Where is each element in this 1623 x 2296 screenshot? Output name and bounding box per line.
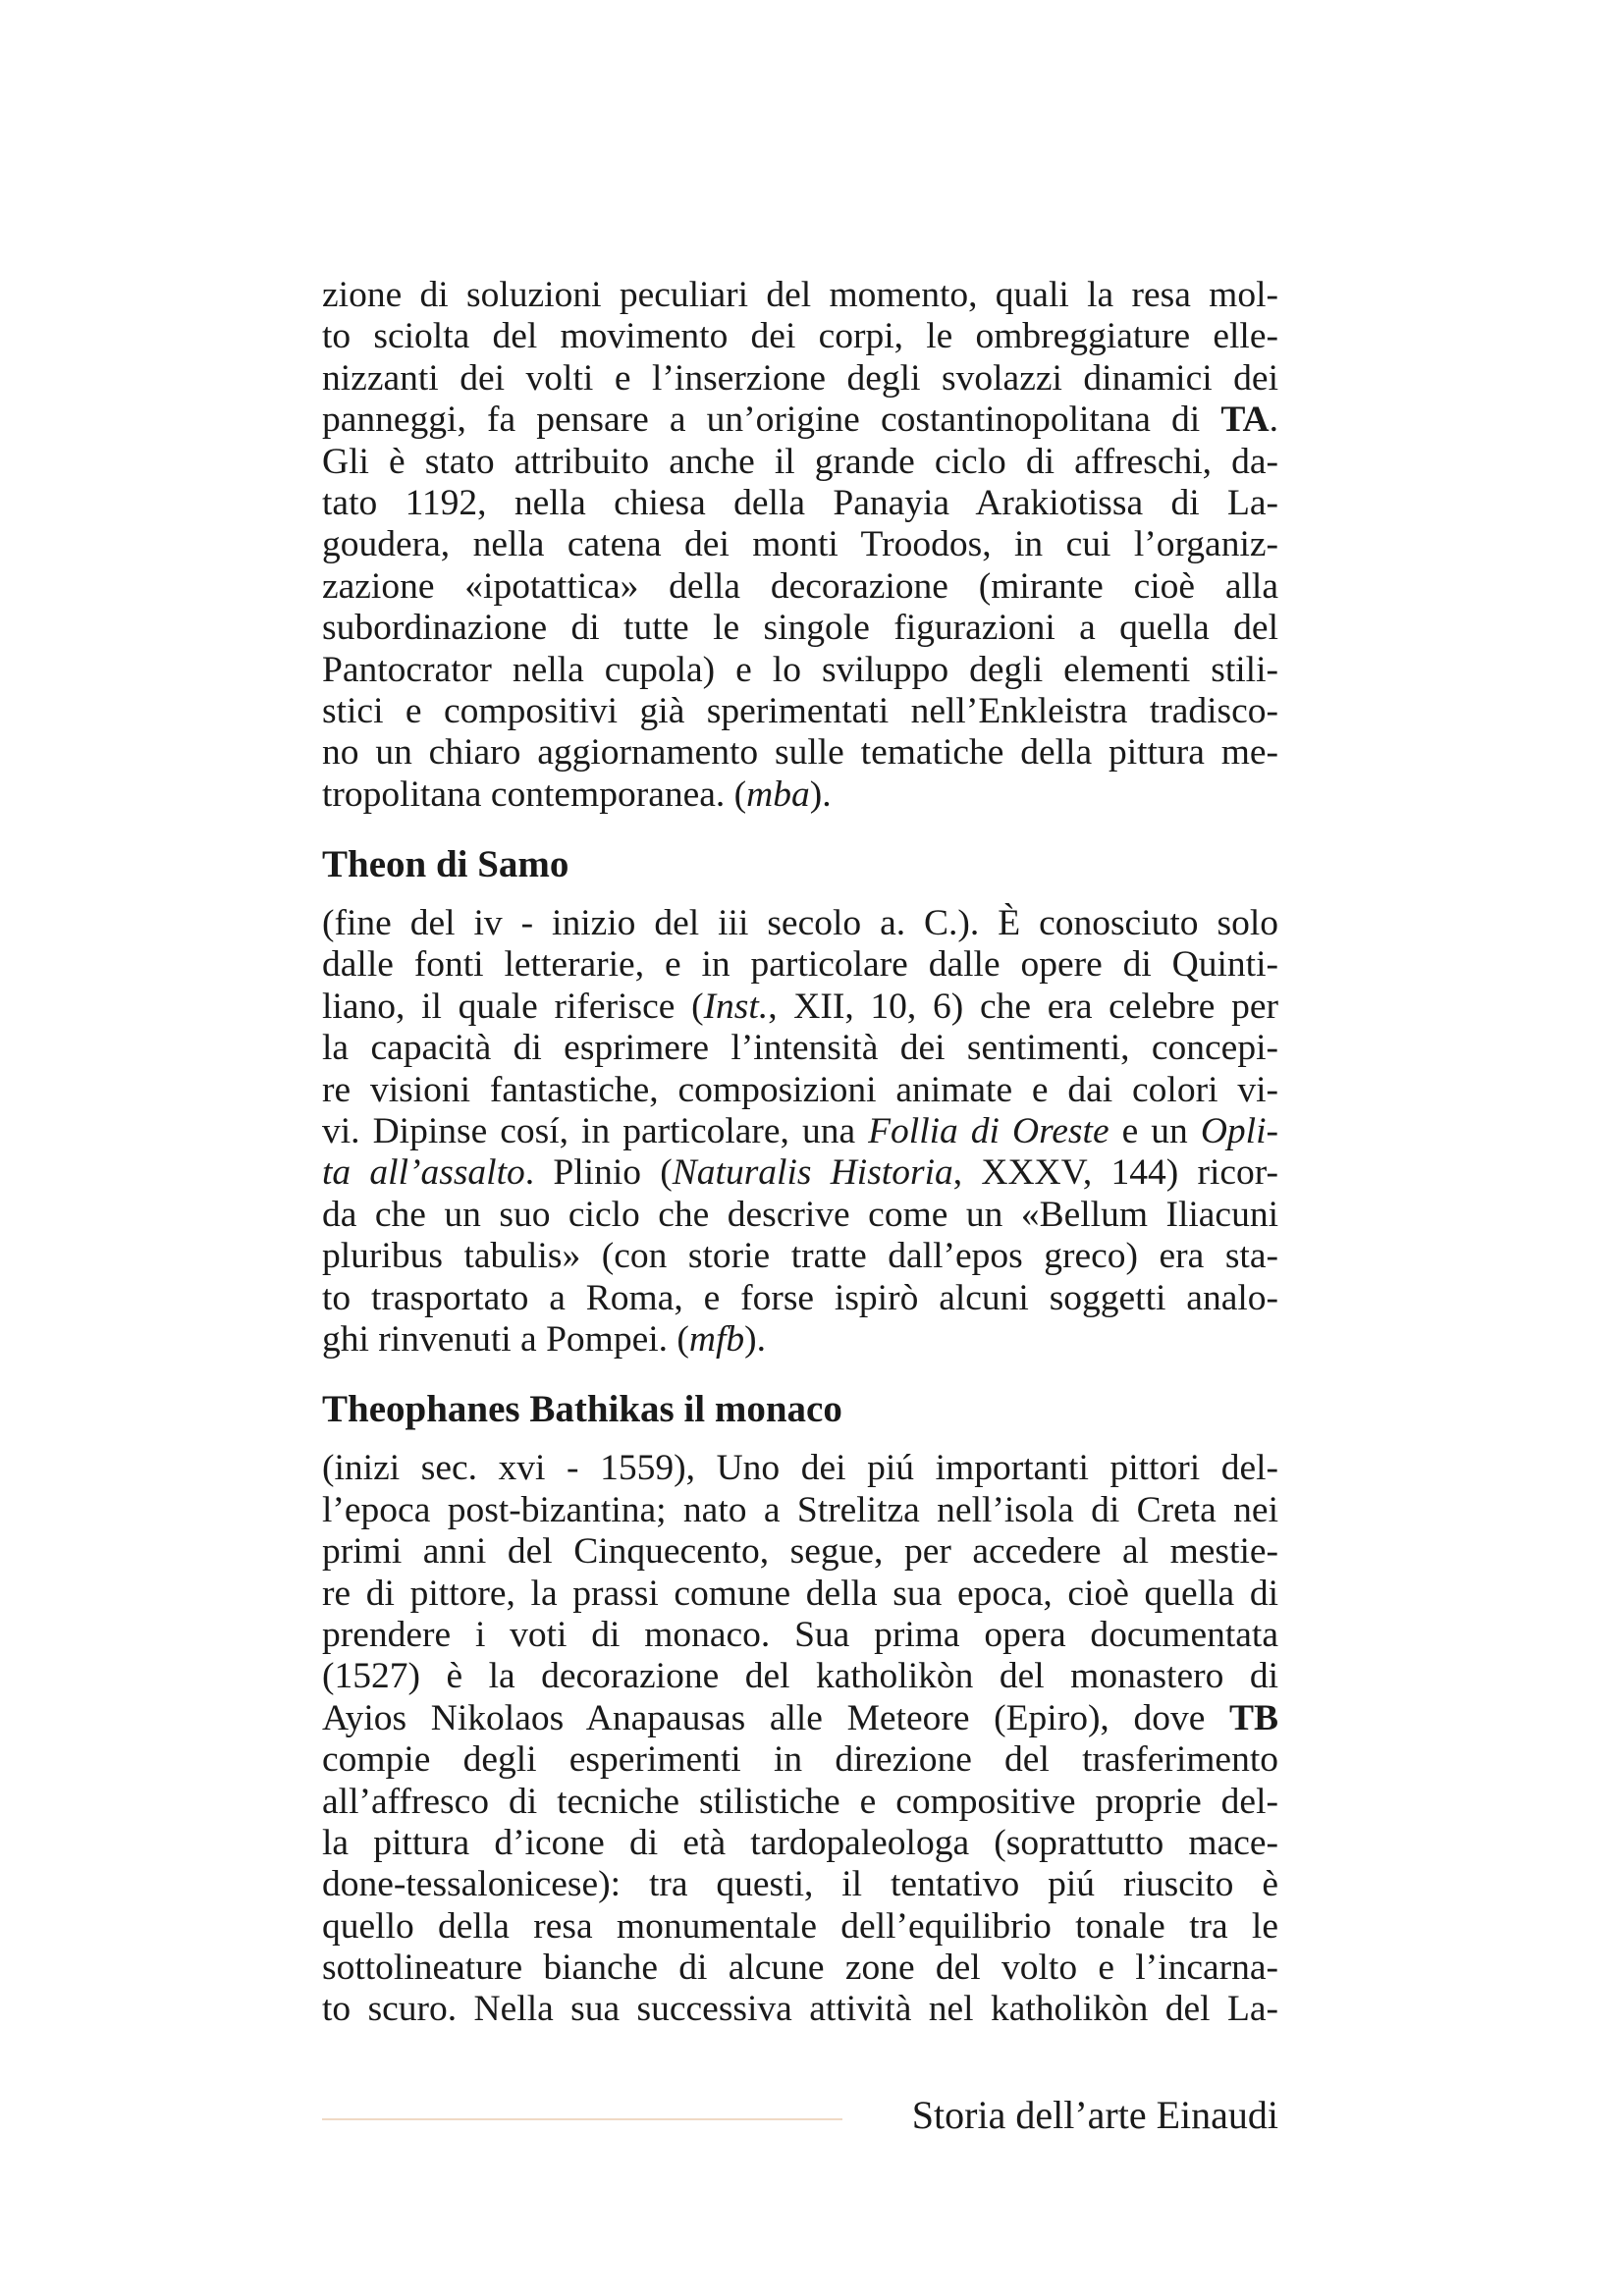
artwork-title: ta all’assalto — [322, 1152, 525, 1194]
text-segment: , XXXV, 144) ricor- — [952, 1152, 1278, 1194]
text-line: prendere i voti di monaco. Sua prima opera documentata — [322, 1614, 1278, 1655]
text-line: Pantocrator nella cupola) e lo sviluppo degli elementi stili- — [322, 649, 1278, 690]
text-line: done-tessalonicese): tra questi, il tentativo piú riuscito è — [322, 1864, 1278, 1905]
text-line — [322, 1319, 1278, 1361]
artwork-title: Follia di Oreste — [868, 1111, 1109, 1152]
text-line: (fine del iv - inizio del iii secolo a. C.). È conosciuto solo — [322, 903, 1278, 944]
text-line: subordinazione di tutte le singole figurazioni a quella del — [322, 608, 1278, 649]
text-line: sottolineature bianche di alcune zone del volto e l’incarna- — [322, 1948, 1278, 1989]
text-line: to scuro. Nella sua successiva attività nel katholikòn del La- — [322, 1989, 1278, 2030]
text-line: la pittura d’icone di età tardopaleologa (soprattutto mace- — [322, 1822, 1278, 1863]
text-line: all’affresco di tecniche stilistiche e compositive proprie del- — [322, 1781, 1278, 1822]
text-line: quello della resa monumentale dell’equilibrio tonale tra le — [322, 1905, 1278, 1947]
text-line: no un chiaro aggiornamento sulle tematiche della pittura me- — [322, 732, 1278, 774]
text-line — [322, 1698, 1278, 1739]
text-segment: . Plinio ( — [524, 1152, 673, 1194]
main-text-column — [322, 275, 1278, 2031]
text-line: tato 1192, nella chiesa della Panayia Arakiotissa di La- — [322, 482, 1278, 523]
entry-heading: Theophanes Bathikas il monaco — [322, 1388, 842, 1431]
text-line: da che un suo ciclo che descrive come un «Bellum Iliacuni — [322, 1194, 1278, 1235]
closing-punct: ). — [744, 1318, 767, 1360]
text-line: zione di soluzioni peculiari del momento, quali la resa mol- — [322, 275, 1278, 315]
artwork-title: Opli- — [1200, 1111, 1278, 1152]
author-initials: mfb — [688, 1318, 745, 1360]
text-line — [322, 987, 1278, 1028]
text-segment: Ayios Nikolaos Anapausas alle Meteore (Epiro), dove — [322, 1697, 1229, 1738]
citation-title: Inst. — [703, 986, 769, 1027]
page-footer — [322, 2091, 1278, 2140]
text-line: re visioni fantastiche, composizioni animate e dai colori vi- — [322, 1069, 1278, 1110]
bold-abbreviation: TA — [1220, 400, 1270, 441]
text-line: (inizi sec. xvi - 1559), Uno dei piú importanti pittori del- — [322, 1448, 1278, 1489]
footer-rule — [322, 2118, 842, 2120]
text-line: stici e compositivi già sperimentati nell’Enkleistra tradisco- — [322, 690, 1278, 731]
text-line: nizzanti dei volti e l’inserzione degli svolazzi dinamici dei — [322, 357, 1278, 399]
bold-abbreviation: TB — [1228, 1697, 1278, 1738]
author-initials: mba — [746, 774, 810, 815]
text-line: primi anni del Cinquecento, segue, per accedere al mestie- — [322, 1531, 1278, 1573]
text-line — [322, 1152, 1278, 1194]
entry-continuation — [322, 275, 1278, 816]
citation-title: Naturalis Historia — [672, 1152, 953, 1194]
text-line — [322, 774, 1278, 816]
footer-publication-title: Storia dell’arte Einaudi — [911, 2093, 1278, 2137]
text-segment: tropolitana contemporanea. ( — [322, 774, 747, 815]
text-line: dalle fonti letterarie, e in particolare dalle opere di Quinti- — [322, 944, 1278, 986]
text-line — [322, 1111, 1278, 1152]
entry-theon — [322, 844, 1278, 1361]
entry-theophanes — [322, 1389, 1278, 2030]
text-line: la capacità di esprimere l’intensità dei sentimenti, concepi- — [322, 1028, 1278, 1069]
text-line: to sciolta del movimento dei corpi, le ombreggiature elle- — [322, 316, 1278, 357]
text-line: compie degli esperimenti in direzione del trasferimento — [322, 1739, 1278, 1781]
entry-heading: Theon di Samo — [322, 843, 569, 886]
text-segment: liano, il quale riferisce ( — [322, 986, 704, 1027]
closing-punct: ). — [809, 774, 832, 815]
text-line: goudera, nella catena dei monti Troodos, in cui l’organiz- — [322, 524, 1278, 565]
text-line: panneggi, fa pensare a un’origine costantinopolitana di TA. — [322, 400, 1278, 441]
text-segment: ghi rinvenuti a Pompei. ( — [322, 1318, 689, 1360]
text-line: Gli è stato attribuito anche il grande ciclo di affreschi, da- — [322, 441, 1278, 482]
text-segment: e un — [1109, 1111, 1201, 1152]
text-line: zazione «ipotattica» della decorazione (mirante cioè alla — [322, 565, 1278, 607]
text-segment: , XII, 10, 6) che era celebre per — [768, 986, 1278, 1027]
text-line: to trasportato a Roma, e forse ispirò alcuni soggetti analo- — [322, 1277, 1278, 1318]
text-line: pluribus tabulis» (con storie tratte dall’epos greco) era sta- — [322, 1236, 1278, 1277]
text-line: re di pittore, la prassi comune della sua epoca, cioè quella di — [322, 1573, 1278, 1614]
text-segment: vi. Dipinse cosí, in particolare, una — [322, 1111, 869, 1152]
text-line: l’epoca post-bizantina; nato a Strelitza nell’isola di Creta nei — [322, 1489, 1278, 1530]
text-segment: panneggi, fa pensare a un’origine costantinopolitana di — [322, 400, 1221, 441]
text-line: (1527) è la decorazione del katholikòn del monastero di — [322, 1656, 1278, 1697]
